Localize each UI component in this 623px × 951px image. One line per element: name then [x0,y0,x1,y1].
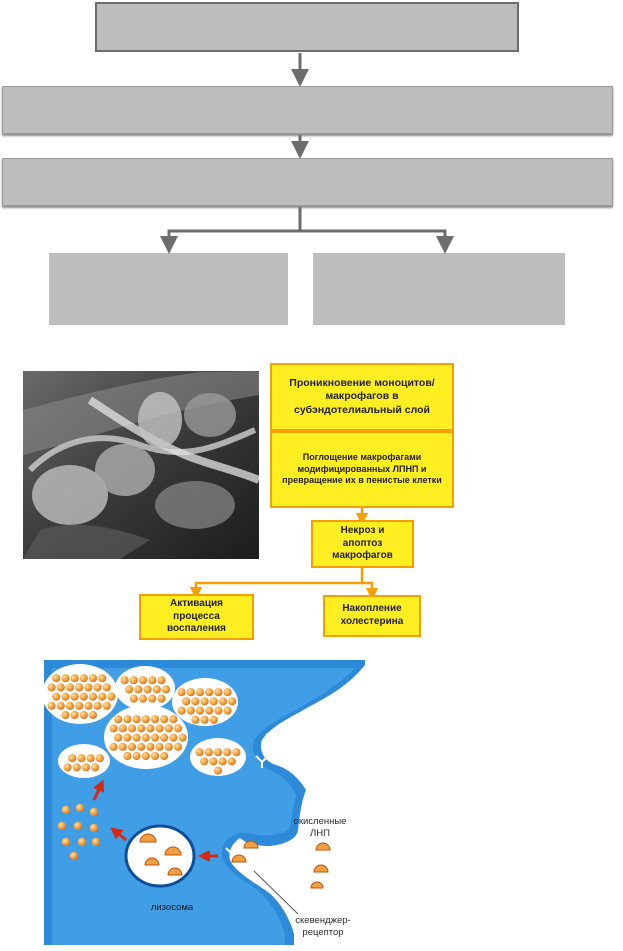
gray-arrow-left [169,207,300,245]
flow-box-cholesterol-text: Накопление холестерина [340,603,404,627]
flow-box-ldl-uptake [270,431,454,508]
flow-box-monocyte-penetration-text: Проникновение моноцитов/макрофагов в субэндотелиальный слой [289,376,435,416]
flow-box-inflammation [139,594,254,640]
flow-box-cholesterol [323,595,421,637]
oxidized-ldl-label: окисленные ЛНП [293,816,347,840]
scavenger-receptor-label: скевенджер-рецептор [295,915,351,939]
orange-arrow-left [196,568,362,593]
orange-arrow-right [362,583,372,594]
oxidized-ldl-particles [311,843,330,888]
flow-box-necrosis-text: Некроз и апоптоз макрофагов [332,524,393,562]
lysosome-label: лизосома [150,902,194,913]
flow-box-monocyte-penetration [270,363,454,431]
gray-arrow-right [300,231,445,245]
sem-micrograph [23,371,259,559]
flow-box-ldl-uptake-text: Поглощение макрофагами модифицированных ЛПНП и превращение их в пенистые клетки [282,452,442,486]
flow-box-necrosis [311,520,414,568]
flow-box-inflammation-text: Активация процесса воспаления [167,597,226,635]
